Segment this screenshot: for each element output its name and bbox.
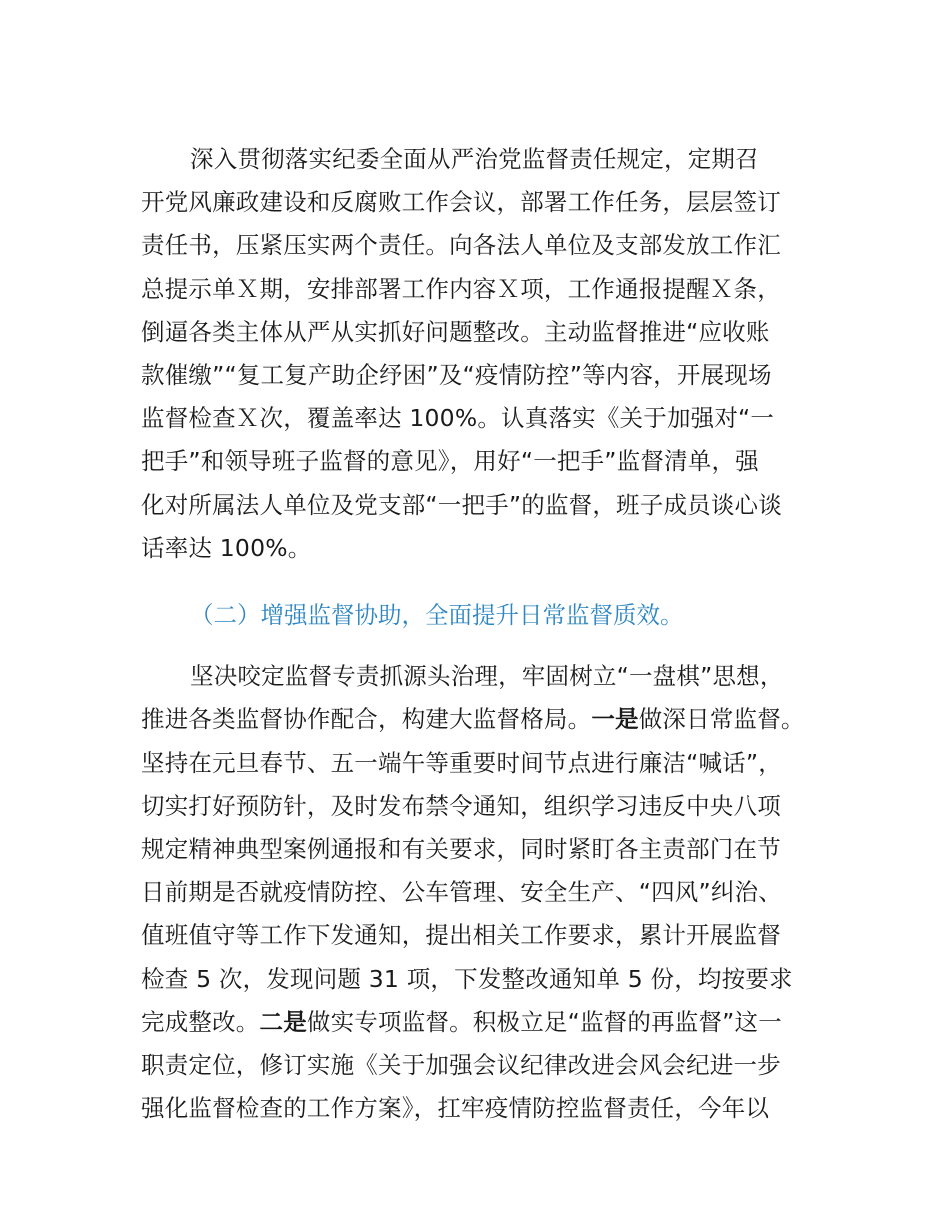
text-line: 监督检查Ｘ次，覆盖率达 100%。认真落实《关于加强对“一 xyxy=(141,404,775,433)
bold-keyword: 二是 xyxy=(259,1007,307,1036)
text-line xyxy=(141,1001,821,1044)
text-line: 深入贯彻落实纪委全面从严治党监督责任规定，定期召 xyxy=(190,145,759,173)
bold-keyword: 一是 xyxy=(591,705,639,734)
text-line: 把手”和领导班子监督的意见》，用好“一把手”监督清单，强 xyxy=(141,447,759,476)
text-line: 坚持在元旦春节、五一端午等重要时间节点进行廉洁“喊话”， xyxy=(141,748,782,777)
text-line: 日前期是否就疫情防控、公车管理、安全生产、“四风”纠治、 xyxy=(141,878,782,907)
paragraph-supervision-responsibility xyxy=(141,138,821,570)
text-line: 值班值守等工作下发通知，提出相关工作要求，累计开展监督 xyxy=(141,921,781,950)
document-body xyxy=(141,138,821,1130)
text-segment: 做实专项监督。积极立足“监督的再监督”这一 xyxy=(306,1007,782,1036)
text-segment: 推进各类监督协作配合，构建大监督格局。 xyxy=(141,705,592,734)
text-line: 责任书，压紧压实两个责任。向各法人单位及支部发放工作汇 xyxy=(141,231,781,260)
text-line: 话率达 100%。 xyxy=(141,533,312,562)
text-line: 职责定位，修订实施《关于加强会议纪律改进会风会纪进一步 xyxy=(141,1051,781,1080)
text-segment: 完成整改。 xyxy=(141,1007,260,1036)
text-line: 款催缴”“复工复产助企纾困”及“疫情防控”等内容，开展现场 xyxy=(141,361,772,390)
text-line: 开党风廉政建设和反腐败工作会议，部署工作任务，层层签订 xyxy=(141,188,781,217)
text-line: 切实打好预防针，及时发布禁令通知，组织学习违反中央八项 xyxy=(141,791,781,820)
text-segment: 做深日常监督。 xyxy=(638,705,805,734)
text-line: 规定精神典型案例通报和有关要求，同时紧盯各主责部门在节 xyxy=(141,835,781,864)
paragraph-daily-supervision xyxy=(141,655,821,1130)
text-line: 总提示单Ｘ期，安排部署工作内容Ｘ项，工作通报提醒Ｘ条， xyxy=(141,274,781,303)
section-heading: （二）增强监督协助，全面提升日常监督质效。 xyxy=(190,601,684,630)
text-line: 强化监督检查的工作方案》，扛牢疫情防控监督责任，今年以 xyxy=(141,1094,770,1123)
text-line: 倒逼各类主体从严从实抓好问题整改。主动监督推进“应收账 xyxy=(141,317,770,346)
text-line: 坚决咬定监督专责抓源头治理，牢固树立“一盘棋”思想， xyxy=(190,662,784,691)
text-line: 化对所属法人单位及党支部“一把手”的监督，班子成员谈心谈 xyxy=(141,490,782,519)
text-line: 检查 5 次，发现问题 31 项，下发整改通知单 5 份，均按要求 xyxy=(141,964,793,993)
text-line xyxy=(141,698,821,741)
